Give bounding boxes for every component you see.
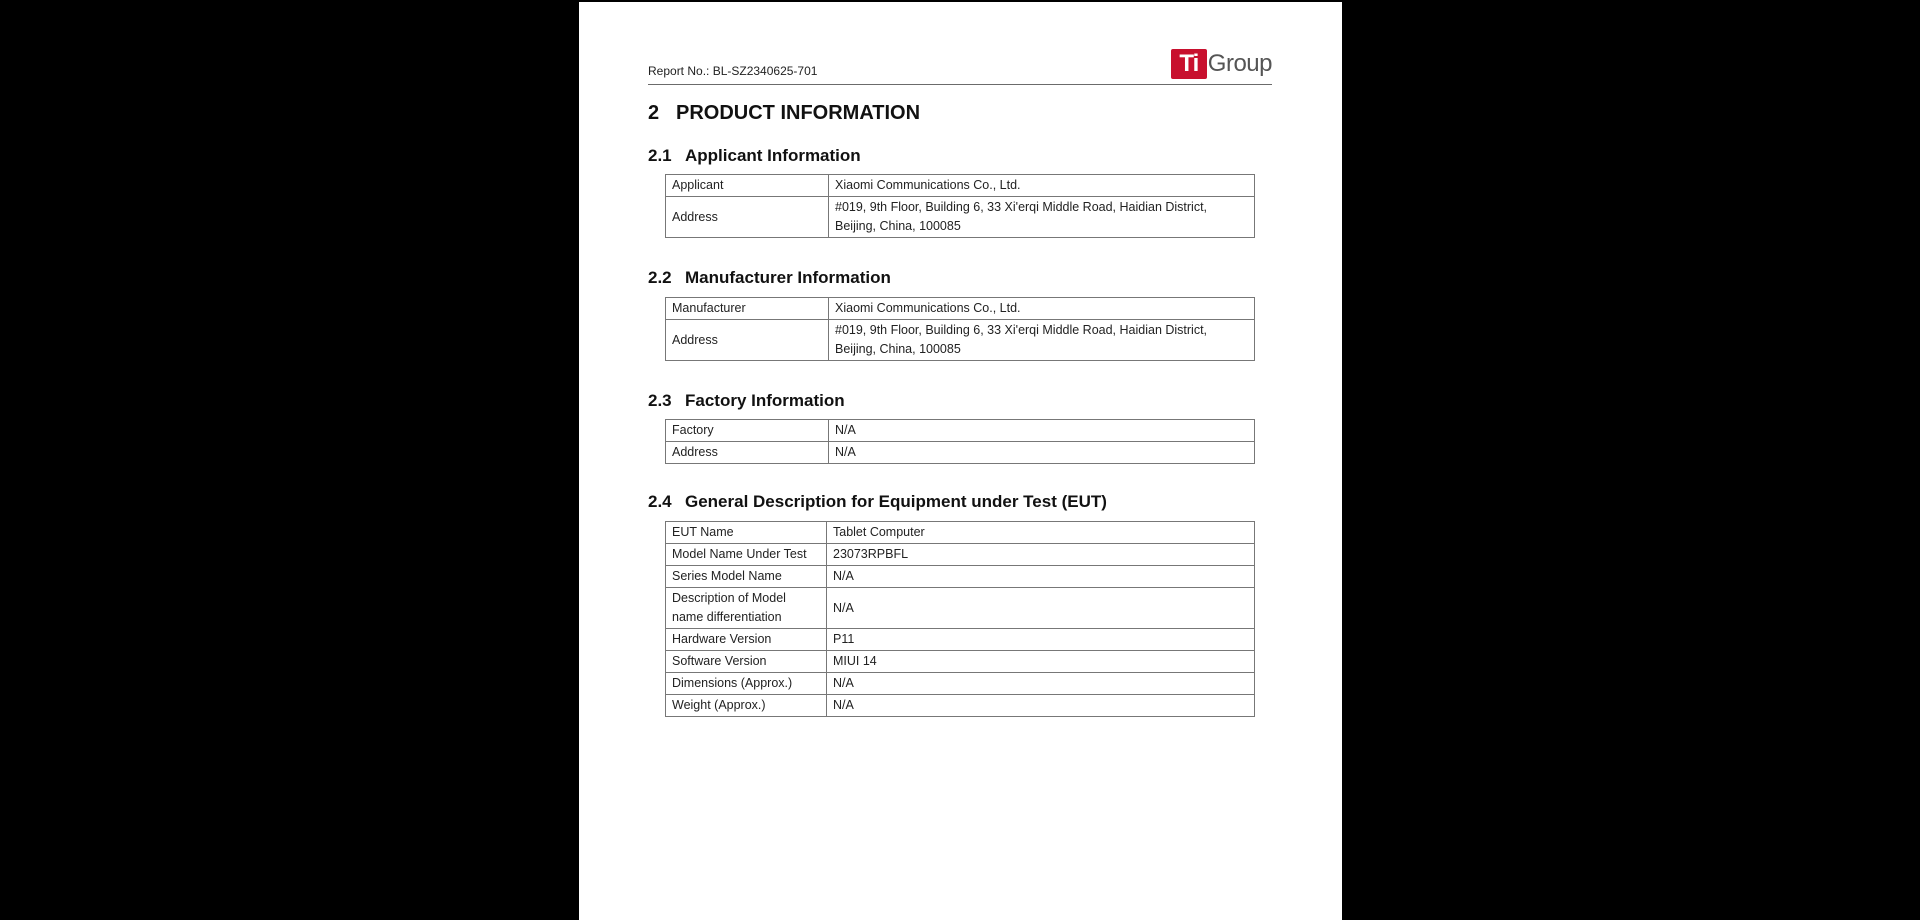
table-row <box>666 442 1255 464</box>
row-value: MIUI 14 <box>827 651 1255 673</box>
row-label: Address <box>666 442 829 464</box>
row-value: N/A <box>829 442 1255 464</box>
row-label: EUT Name <box>666 522 827 544</box>
section-number: 2 <box>648 102 660 124</box>
report-number: Report No.: BL-SZ2340625-701 <box>648 64 818 78</box>
table-row <box>666 522 1255 544</box>
section-title: PRODUCT INFORMATION <box>676 102 921 124</box>
eut-table <box>665 521 1255 717</box>
table-row <box>666 175 1255 197</box>
manufacturer-heading <box>648 268 891 288</box>
table-row <box>666 298 1255 320</box>
applicant-heading <box>648 146 861 166</box>
row-value: P11 <box>827 629 1255 651</box>
table-row <box>666 673 1255 695</box>
row-label: Hardware Version <box>666 629 827 651</box>
row-label: Model Name Under Test <box>666 544 827 566</box>
manufacturer-table <box>665 297 1255 361</box>
factory-heading <box>648 391 845 411</box>
row-value: N/A <box>827 695 1255 717</box>
row-label: Dimensions (Approx.) <box>666 673 827 695</box>
row-value: Xiaomi Communications Co., Ltd. <box>829 175 1255 197</box>
subsection-title: Applicant Information <box>685 146 861 165</box>
row-label: Address <box>666 197 829 238</box>
subsection-number: 2.2 <box>648 268 672 287</box>
subsection-title: Manufacturer Information <box>685 268 891 287</box>
row-value: #019, 9th Floor, Building 6, 33 Xi'erqi Middle Road, Haidian District, Beijing, China, 100085 <box>829 197 1255 238</box>
row-value: #019, 9th Floor, Building 6, 33 Xi'erqi Middle Road, Haidian District, Beijing, China, 100085 <box>829 320 1255 361</box>
row-label: Factory <box>666 420 829 442</box>
logo-mark: Ti <box>1171 49 1207 79</box>
applicant-table <box>665 174 1255 238</box>
row-label: Weight (Approx.) <box>666 695 827 717</box>
table-row <box>666 588 1255 629</box>
row-value: 23073RPBFL <box>827 544 1255 566</box>
table-row <box>666 320 1255 361</box>
row-label: Manufacturer <box>666 298 829 320</box>
table-row <box>666 420 1255 442</box>
row-label: Address <box>666 320 829 361</box>
subsection-number: 2.3 <box>648 391 672 410</box>
row-value: N/A <box>827 566 1255 588</box>
section-heading <box>648 102 920 125</box>
table-row <box>666 629 1255 651</box>
row-value: Tablet Computer <box>827 522 1255 544</box>
row-label: Description of Model name differentiation <box>666 588 827 629</box>
table-row <box>666 544 1255 566</box>
tigroup-logo <box>1171 49 1272 79</box>
subsection-title: General Description for Equipment under Test (EUT) <box>685 492 1107 511</box>
factory-table <box>665 419 1255 464</box>
subsection-number: 2.4 <box>648 492 672 511</box>
table-row <box>666 651 1255 673</box>
row-value: N/A <box>829 420 1255 442</box>
row-label: Applicant <box>666 175 829 197</box>
row-label: Series Model Name <box>666 566 827 588</box>
report-header <box>648 42 1272 85</box>
document-page <box>579 2 1342 920</box>
table-row <box>666 695 1255 717</box>
table-row <box>666 566 1255 588</box>
row-value: Xiaomi Communications Co., Ltd. <box>829 298 1255 320</box>
table-row <box>666 197 1255 238</box>
subsection-number: 2.1 <box>648 146 672 165</box>
eut-heading <box>648 492 1107 512</box>
row-label: Software Version <box>666 651 827 673</box>
row-value: N/A <box>827 588 1255 629</box>
logo-text: Group <box>1207 50 1272 77</box>
subsection-title: Factory Information <box>685 391 845 410</box>
row-value: N/A <box>827 673 1255 695</box>
